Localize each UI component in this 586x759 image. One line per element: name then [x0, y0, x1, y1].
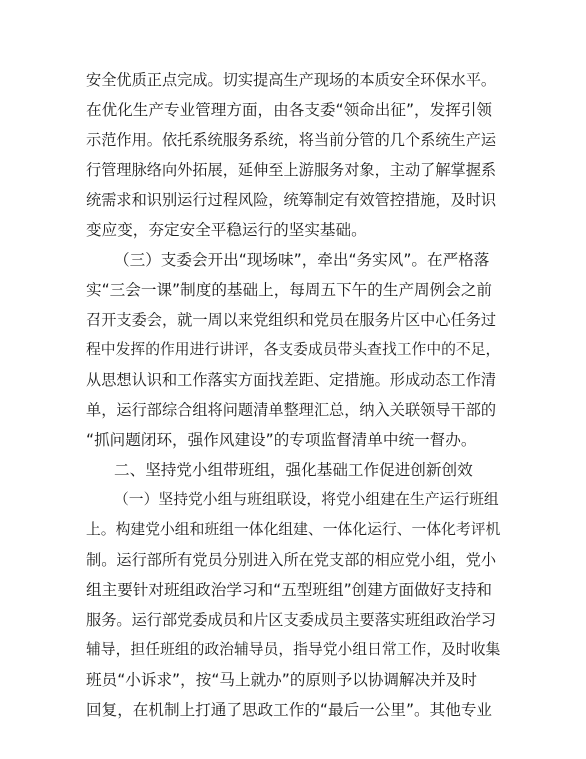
- text-line: 行管理脉络向外拓展，延伸至上游服务对象，主动了解掌握系: [86, 161, 497, 179]
- text-line: 实“三会一课”制度的基础上，每周五下午的生产周例会之前: [86, 281, 493, 299]
- text-line: 辅导，担任班组的政治辅导员，指导党小组日常工作，及时收集: [86, 641, 501, 658]
- text-line: 召开支委会，就一周以来党组织和党员在服务片区中心任务过: [86, 311, 497, 329]
- text-line: 安全优质正点完成。切实提高生产现场的本质安全环保水平。: [86, 71, 497, 89]
- text-line: 程中发挥的作用进行讲评，各支委成员带头查找工作中的不足，: [86, 341, 501, 358]
- text-line: 在优化生产专业管理方面，由各支委“领命出征”，发挥引领: [86, 101, 493, 119]
- text-line: 变应变，夯定安全平稳运行的坚实基础。: [86, 221, 367, 239]
- text-line: 回复，在机制上打通了思政工作的“最后一公里”。其他专业: [86, 701, 493, 719]
- text-line: 上。构建党小组和班组一体化组建、一体化运行、一体化考评机: [86, 521, 501, 538]
- text-line: 从思想认识和工作落实方面找差距、定措施。形成动态工作清: [86, 371, 497, 389]
- section-heading: 二、坚持党小组带班组，强化基础工作促进创新创效: [114, 461, 473, 479]
- text-line: “抓问题闭环，强作风建设”的专项监督清单中统一督办。: [86, 431, 477, 449]
- text-line: 组主要针对班组政治学习和“五型班组”创建方面做好支持和: [86, 581, 493, 599]
- text-line: 班员“小诉求”，按“马上就办”的原则予以协调解决并及时: [86, 671, 477, 689]
- text-line: 制。运行部所有党员分别进入所在党支部的相应党小组，党小: [86, 551, 497, 569]
- text-line: 统需求和识别运行过程风险，统筹制定有效管控措施，及时识: [86, 191, 497, 209]
- text-line: 服务。运行部党委成员和片区支委成员主要落实班组政治学习: [86, 611, 497, 629]
- text-line: （一）坚持党小组与班组联设，将党小组建在生产运行班组: [114, 491, 499, 508]
- text-line: 单，运行部综合组将问题清单整理汇总，纳入关联领导干部的: [86, 401, 497, 419]
- text-line: （三）支委会开出“现场味”，牵出“务实风”。在严格落: [114, 251, 490, 269]
- text-line: 示范作用。依托系统服务系统，将当前分管的几个系统生产运: [86, 131, 497, 149]
